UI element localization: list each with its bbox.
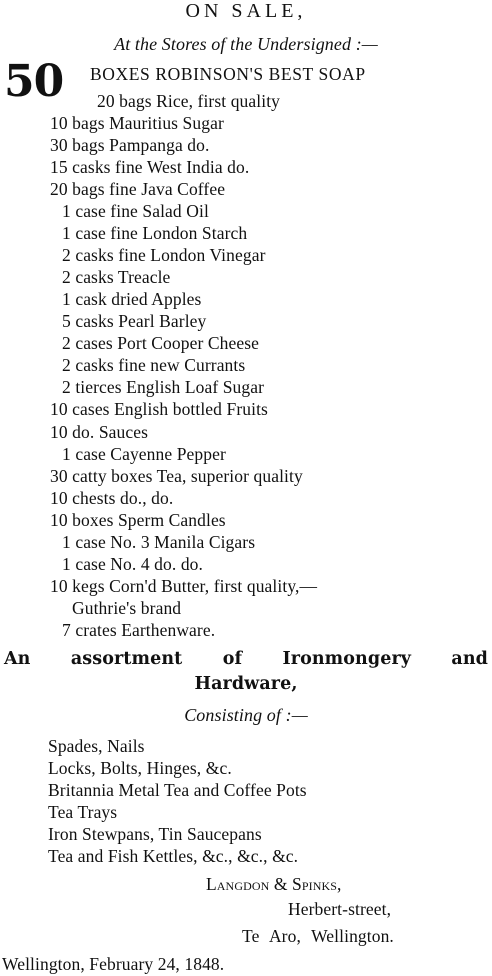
assortment-heading-continued: Hardware, — [194, 674, 298, 694]
signature-place: Te Aro, Wellington. — [242, 926, 394, 946]
list-item: 2 tierces English Loaf Sugar — [62, 377, 265, 397]
lead-item: BOXES ROBINSON'S BEST SOAP — [90, 64, 366, 84]
list-item: 10 chests do., do. — [50, 488, 174, 508]
lead-quantity: 50 — [4, 56, 64, 107]
signature-street: Herbert-street, — [288, 899, 392, 919]
hardware-item: Tea Trays — [48, 802, 118, 822]
consisting-of-label: Consisting of :— — [184, 705, 308, 725]
list-item: 10 kegs Corn'd Butter, first quality,— — [50, 576, 318, 596]
ad-subtitle: At the Stores of the Undersigned :— — [114, 34, 378, 54]
hardware-item: Britannia Metal Tea and Coffee Pots — [48, 780, 307, 800]
hardware-item: Tea and Fish Kettles, &c., &c., &c. — [48, 846, 299, 866]
list-item: 2 casks fine London Vinegar — [62, 245, 266, 265]
list-item: 1 case fine Salad Oil — [62, 201, 209, 221]
ad-title: ON SALE, — [185, 0, 307, 22]
list-item: 10 boxes Sperm Candles — [50, 510, 226, 530]
list-item: 1 case Cayenne Pepper — [62, 444, 226, 464]
list-item: 10 cases English bottled Fruits — [50, 399, 268, 419]
list-item: 10 do. Sauces — [50, 422, 149, 442]
hardware-item: Locks, Bolts, Hinges, &c. — [48, 758, 232, 778]
list-item: 1 case No. 4 do. do. — [62, 554, 204, 574]
hardware-item: Spades, Nails — [48, 736, 145, 756]
list-item: 2 cases Port Cooper Cheese — [62, 333, 259, 353]
hardware-item: Iron Stewpans, Tin Saucepans — [48, 824, 262, 844]
list-item: 20 bags Rice, first quality — [97, 91, 281, 111]
list-item: Guthrie's brand — [72, 598, 182, 618]
list-item: 15 casks fine West India do. — [50, 157, 250, 177]
signature-firm: Langdon & Spinks, — [206, 874, 342, 894]
list-item: 2 casks Treacle — [62, 267, 171, 287]
list-item: 10 bags Mauritius Sugar — [50, 113, 224, 133]
list-item: 1 case No. 3 Manila Cigars — [62, 532, 256, 552]
list-item: 30 bags Pampanga do. — [50, 135, 210, 155]
list-item: 7 crates Earthenware. — [62, 620, 216, 640]
list-item: 1 cask dried Apples — [62, 289, 202, 309]
list-item: 5 casks Pearl Barley — [62, 311, 207, 331]
list-item: 20 bags fine Java Coffee — [50, 179, 226, 199]
list-item: 2 casks fine new Currants — [62, 355, 246, 375]
dateline: Wellington, February 24, 1848. — [2, 954, 225, 974]
list-item: 30 catty boxes Tea, superior quality — [50, 466, 303, 486]
list-item: 1 case fine London Starch — [62, 223, 248, 243]
assortment-heading: An assortment of Ironmongery and — [4, 649, 488, 669]
